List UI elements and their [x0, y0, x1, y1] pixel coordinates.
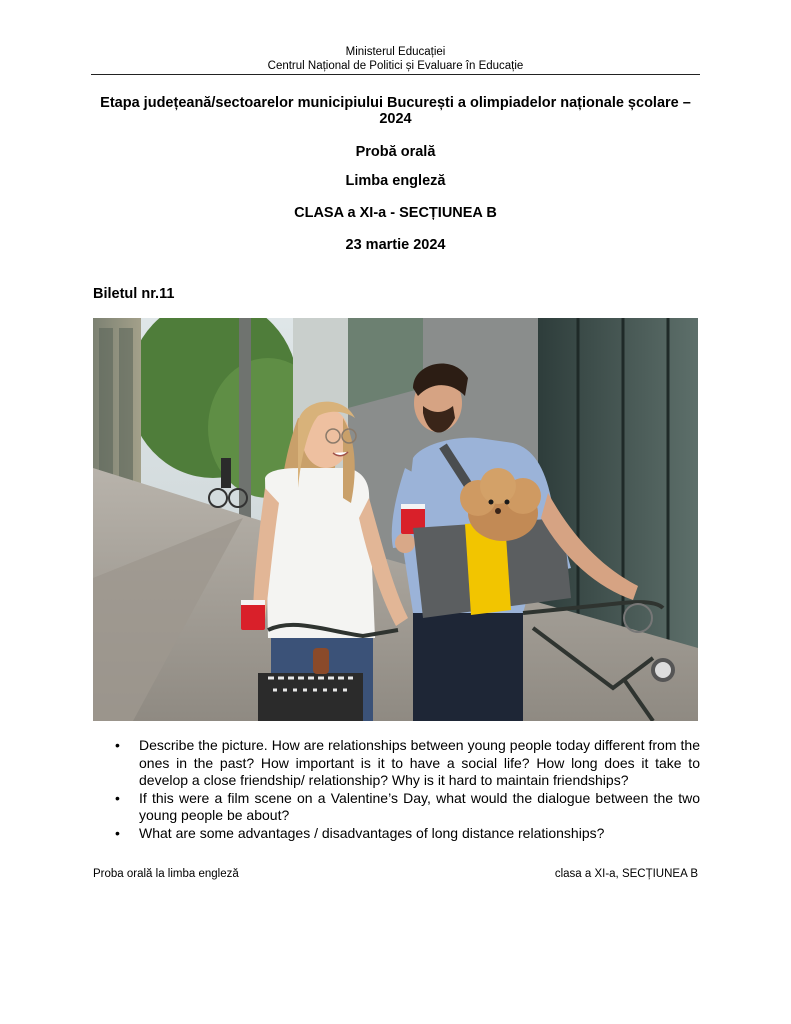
couple-with-bicycle-photo — [93, 318, 698, 721]
olympiad-title: Etapa județeană/sectoarelor municipiului București a olimpiadelor naționale școlare – 2024 — [100, 95, 691, 127]
class-section: CLASA a XI-a - SECȚIUNEA B — [294, 205, 497, 221]
document-header — [91, 46, 700, 73]
question-text: If this were a film scene on a Valentine’s Day, what would the dialogue between the two young people be about? — [139, 789, 700, 823]
question-item — [110, 790, 700, 825]
footer-subject: Proba orală la limba engleză — [93, 868, 239, 880]
ministry-name: Ministerul Educației — [345, 46, 446, 58]
center-name: Centrul Național de Politici și Evaluare în Educație — [267, 59, 524, 72]
exam-date: 23 martie 2024 — [345, 237, 446, 253]
bullet-icon: • — [115, 789, 120, 806]
question-text: What are some advantages / disadvantages of long distance relationships? — [139, 824, 605, 841]
ticket-number: Biletul nr.11 — [93, 286, 175, 302]
header-divider — [91, 74, 700, 75]
white-blouse — [265, 468, 375, 638]
question-list — [110, 737, 700, 842]
exam-type: Probă orală — [355, 144, 436, 160]
question-item — [110, 737, 700, 790]
question-text: Describe the picture. How are relationships between young people today different from the ones in the past? How important is it to have a social life? How long does it take to develop a close friendship/ relationship? Why is it hard to maintain friendships? — [139, 737, 700, 788]
bullet-icon: • — [115, 824, 120, 841]
subject: Limba engleză — [345, 173, 446, 189]
footer-class: clasa a XI-a, SECȚIUNEA B — [554, 868, 698, 880]
bullet-icon: • — [115, 737, 120, 753]
question-item — [110, 825, 700, 843]
title-block — [91, 95, 700, 253]
